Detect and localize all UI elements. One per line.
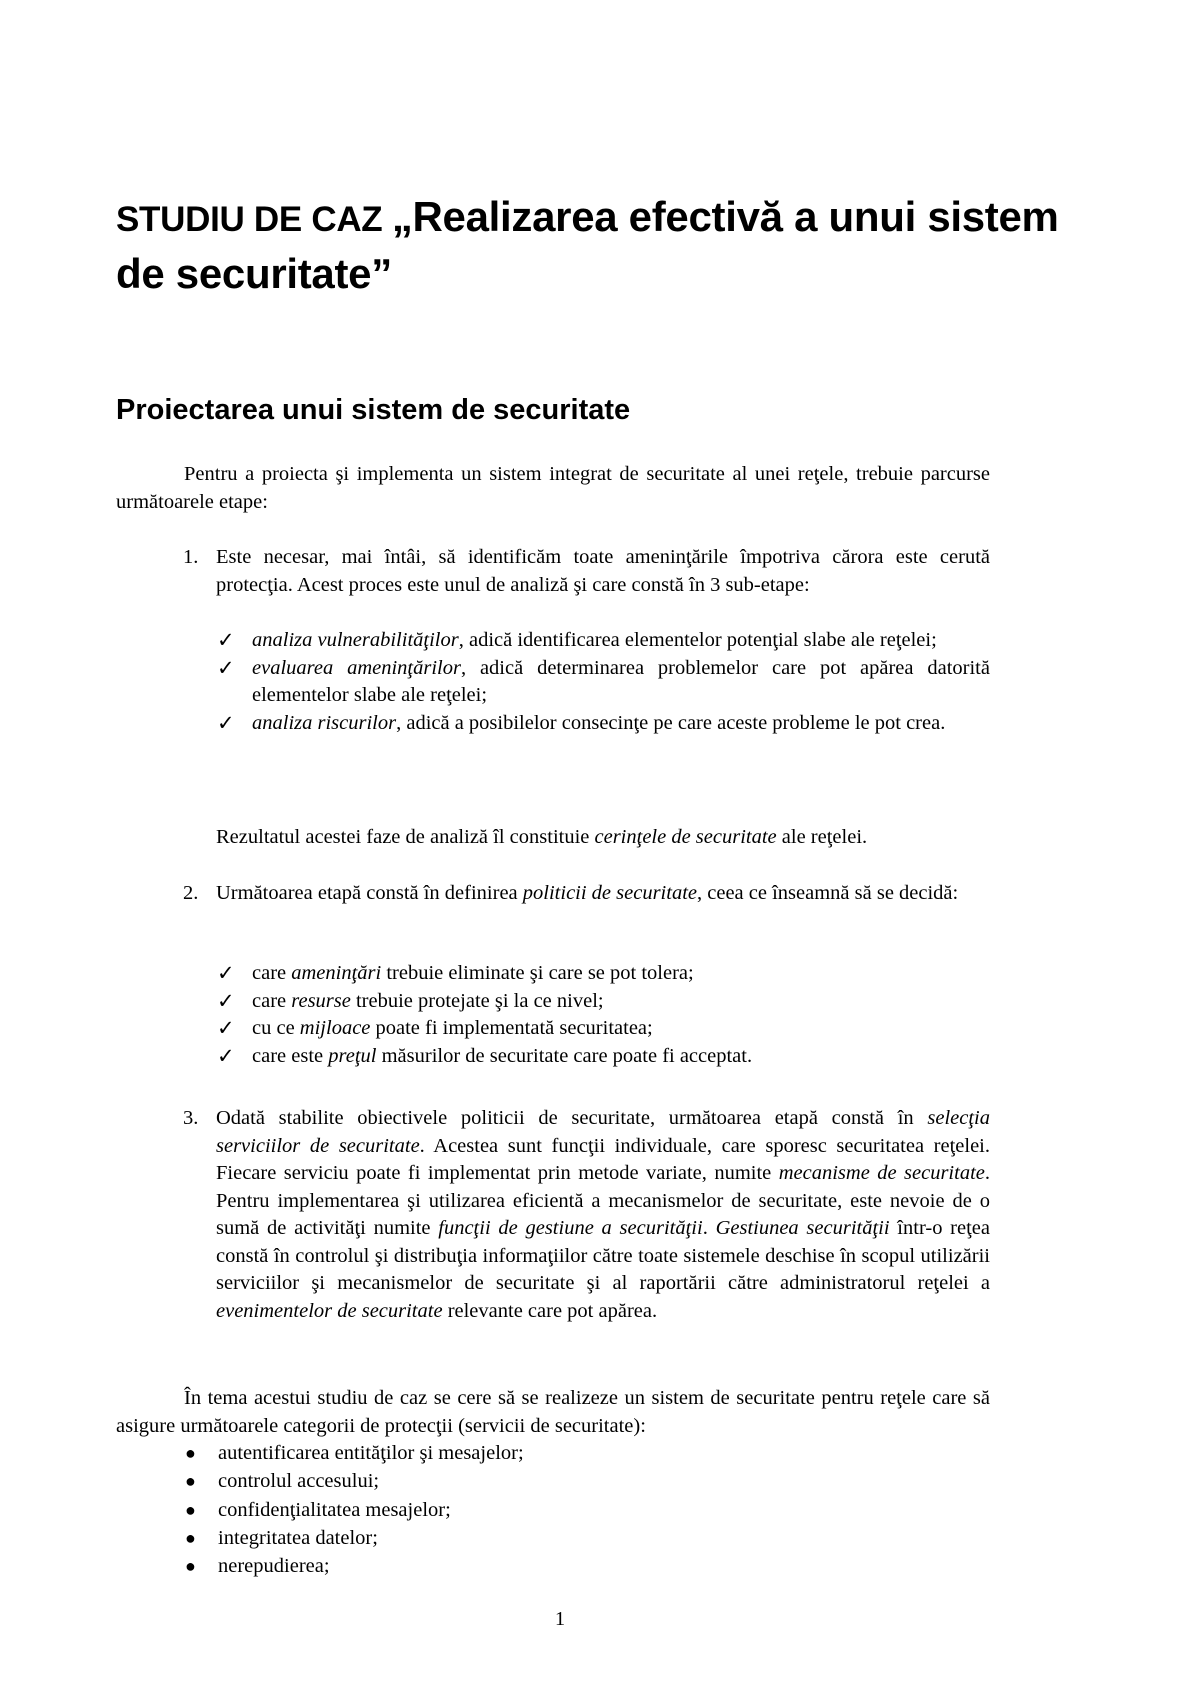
service-label: confidenţialitatea mesajelor; (218, 1498, 451, 1521)
list-item (185, 1468, 978, 1496)
text-fragment: trebuie eliminate şi care se pot tolera; (381, 962, 694, 984)
text-fragment: . Acestea sunt funcţii individuale, care sporesc securitatea reţelei. Fiecare serviciu poate fi implementat prin metode variate, numite (216, 1134, 991, 1184)
list-item (217, 710, 990, 738)
policy-decisions-list (217, 960, 990, 1070)
step-number: 2. (183, 882, 199, 904)
item-term: mecanisme de securitate (778, 1162, 985, 1184)
service-label: autentificarea entităţilor şi mesajelor; (218, 1442, 524, 1464)
bullet-icon: ● (185, 1443, 196, 1463)
list-item (217, 1043, 990, 1071)
result-term: cerinţele de securitate (594, 826, 777, 848)
text-fragment: trebuie protejate şi la ce nivel; (350, 989, 604, 1012)
text-fragment: într-o reţea constă în controlul şi distribuţia informaţiilor către toate sistemele deschise în scopul utilizării serviciilor şi mecanismelor de securitate şi al raportării către administratorul reţelei a (216, 1217, 991, 1294)
item-term: ameninţări (291, 962, 382, 984)
step-1 (183, 544, 990, 599)
checkmark-icon: ✓ (217, 1016, 235, 1040)
bullet-icon: ● (185, 1527, 196, 1548)
item-text: , adică determinarea problemelor care pot apărea datorită elementelor slabe ale reţelei; (252, 656, 990, 706)
item-term: preţul (328, 1044, 377, 1067)
checkmark-icon: ✓ (217, 710, 235, 735)
text-fragment: Următoarea etapă constă în definirea (216, 882, 523, 904)
page-number: 1 (554, 1608, 566, 1630)
checkmark-icon: ✓ (217, 628, 235, 652)
checkmark-icon: ✓ (217, 988, 235, 1013)
checkmark-icon: ✓ (217, 655, 235, 680)
text-fragment: care (252, 962, 292, 984)
bullet-icon: ● (185, 1499, 196, 1520)
step-text: Este necesar, mai întâi, să identificăm toate ameninţările împotriva cărora este cerută protecţia. Acest proces este unul de analiză şi care constă în 3 sub-etape: (216, 546, 990, 596)
text-fragment: , ceea ce înseamnă să se decidă: (697, 882, 959, 904)
item-text: , adică a posibilelor consecinţe pe care aceste probleme le pot crea. (396, 711, 946, 734)
step-text (216, 1105, 990, 1325)
list-item (217, 988, 990, 1016)
result-text: ale reţelei. (776, 826, 868, 848)
title-rest: „Realizarea efectivă a unui sistem de securitate” (116, 193, 1059, 297)
item-term: selecţia serviciilor de securitate (216, 1107, 990, 1157)
step-2 (183, 880, 990, 908)
item-term: resurse (291, 989, 351, 1012)
text-fragment: poate fi implementată securitatea; (370, 1017, 653, 1039)
text-fragment: relevante care pot apărea. (442, 1299, 658, 1322)
text-fragment: cu ce (252, 1017, 300, 1039)
step-3 (183, 1105, 991, 1325)
list-item (217, 655, 990, 710)
bullet-icon: ● (185, 1556, 196, 1577)
list-item (185, 1553, 978, 1581)
step-number: 3. (183, 1107, 199, 1129)
analysis-result (216, 824, 996, 852)
list-item (185, 1497, 978, 1525)
service-label: controlul accesului; (218, 1470, 380, 1493)
text-fragment: . Pentru implementarea şi utilizarea eficientă a mecanismelor de securitate, este nevoie de o sumă de activităţi numite (216, 1162, 990, 1239)
services-list (185, 1440, 978, 1581)
bullet-icon: ● (185, 1471, 196, 1492)
title-lead: STUDIU DE CAZ (116, 200, 392, 239)
step-number: 1. (183, 546, 199, 568)
outro-paragraph: În tema acestui studiu de caz se cere să se realizeze un sistem de securitate pentru reţele care să asigure următoarele categorii de protecţii (servicii de securitate): (116, 1387, 990, 1437)
item-term: mijloace (299, 1017, 371, 1039)
step-text (216, 880, 990, 908)
item-term: Gestiunea securităţii (715, 1217, 890, 1239)
item-term: evaluarea ameninţărilor (252, 656, 461, 679)
service-label: nerepudierea; (218, 1555, 330, 1578)
text-fragment: Odată stabilite obiectivele politicii de securitate, următoarea etapă constă în (216, 1107, 928, 1129)
intro-paragraph: Pentru a proiecta şi implementa un sistem integrat de securitate al unei reţele, trebuie parcurse următoarele etape: (116, 463, 990, 513)
item-term: politicii de securitate (522, 882, 697, 904)
list-item (217, 627, 990, 655)
text-fragment: măsurilor de securitate care poate fi acceptat. (376, 1044, 753, 1067)
checkmark-icon: ✓ (217, 961, 235, 985)
text-fragment: . (702, 1217, 716, 1239)
list-item (217, 1015, 990, 1043)
item-text: , adică identificarea elementelor potenţial slabe ale reţelei; (458, 629, 937, 651)
item-term: analiza riscurilor (252, 711, 397, 734)
item-term: analiza vulnerabilităţilor (252, 629, 459, 651)
item-term: evenimentelor de securitate (216, 1299, 443, 1322)
document-title (116, 190, 1076, 301)
checkmark-icon: ✓ (217, 1043, 235, 1068)
section-heading: Proiectarea unui sistem de securitate (116, 394, 631, 426)
item-term: funcţii de gestiune a securităţii (438, 1217, 703, 1239)
substeps-list (217, 627, 990, 737)
text-fragment: care este (252, 1044, 329, 1067)
list-item (185, 1440, 978, 1468)
list-item (185, 1525, 978, 1553)
text-fragment: care (252, 989, 292, 1012)
service-label: integritatea datelor; (218, 1526, 378, 1549)
list-item (217, 960, 990, 988)
result-text: Rezultatul acestei faze de analiză îl constituie (216, 826, 595, 848)
